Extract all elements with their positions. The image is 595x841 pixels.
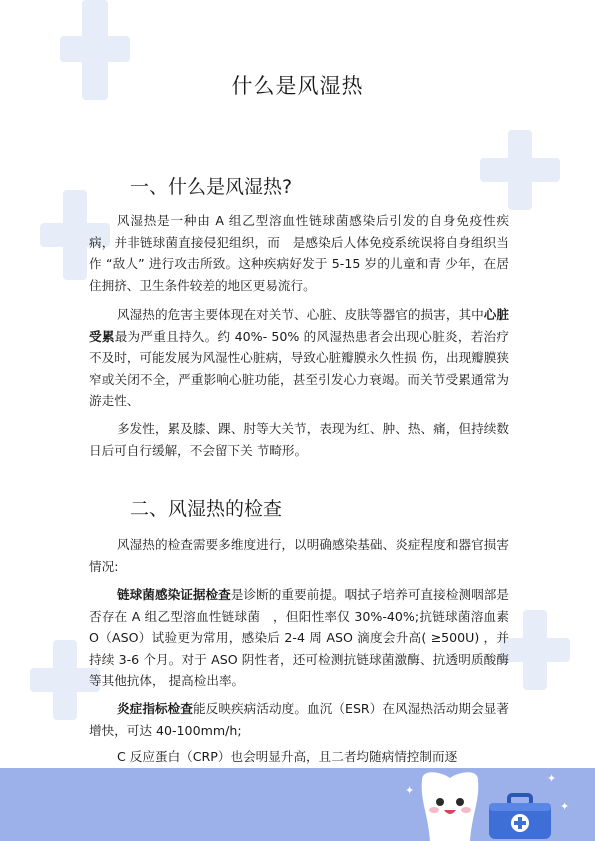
bold-term-strep: 链球菌感染证据检查 — [117, 587, 231, 602]
medical-kit-icon — [487, 793, 553, 841]
paragraph-exam-intro: 风湿热的检查需要多维度进行，以明确感染基础、炎症程度和器官损害情况: — [89, 537, 509, 574]
bold-term-inflammation: 炎症指标检查 — [117, 701, 193, 716]
paragraph-joint: 多发性，累及膝、踝、肘等大关节，表现为红、肿、热、痛，但持续数日后可自行缓解，不会留下关 节畸形。 — [89, 421, 509, 458]
text-run: 能反映疾病活动度。血沉（ESR）在风湿热活动期会显著增快，可达 40-100mm/h; — [89, 701, 510, 738]
sparkle-icon: ✦ — [560, 800, 570, 813]
paragraph-strep-evidence — [89, 584, 509, 692]
section-heading-what-is: 一、什么是风湿热? — [130, 176, 293, 198]
bold-term-heart: 心脏受累 — [89, 307, 510, 344]
paragraph-inflammation — [89, 698, 509, 741]
paragraph-crp: C 反应蛋白（CRP）也会明显升高，且二者均随病情控制而逐 — [117, 749, 458, 764]
text-run: 是诊断的重要前提。咽拭子培养可直接检测咽部是否存在 A 组乙型溶血性链球菌 ，但阳性率仅 30%-40%;抗链球菌溶血素 O（ASO）试验更为常用，感染后 2-4 周 ASO 滴度会升高( ≥500U) ，并持续 3-6 个月。对于 ASO 阴性者，还可检测抗链球菌激酶、抗透明质酸酶等其他抗体， 提高检出率。 — [89, 587, 510, 688]
background-cross-decoration — [500, 610, 570, 690]
section-heading-exam: 二、风湿热的检查 — [130, 498, 283, 520]
sparkle-icon: ✦ — [547, 772, 557, 785]
page-title: 什么是风湿热 — [231, 74, 364, 98]
background-cross-decoration — [480, 130, 560, 210]
text-run: 风湿热的危害主要体现在对关节、心脏、皮肤等器官的损害，其中 — [117, 307, 484, 322]
paragraph-definition: 风湿热是一种由 A 组乙型溶血性链球菌感染后引发的自身免疫性疾病，并非链球菌直接侵犯组织，而 是感染后人体免疫系统误将自身组织当作 “敌人” 进行攻击所致。这种疾病好发于 5-15 岁的儿童和青 少年，在居住拥挤、卫生条件较差的地区更易流行。 — [89, 213, 509, 293]
sparkle-icon: ✦ — [405, 784, 415, 797]
tooth-mascot-icon — [408, 770, 492, 841]
text-run: 最为严重且持久。约 40%- 50% 的风湿热患者会出现心脏炎，若治疗不及时，可能发展为风湿性心脏病，导致心脏瓣膜永久性损 伤，出现瓣膜狭窄或关闭不全，严重影响心脏功能，甚至引发心力衰竭。而关节受累通常为游走性、 — [89, 328, 509, 408]
paragraph-harm — [89, 304, 509, 412]
